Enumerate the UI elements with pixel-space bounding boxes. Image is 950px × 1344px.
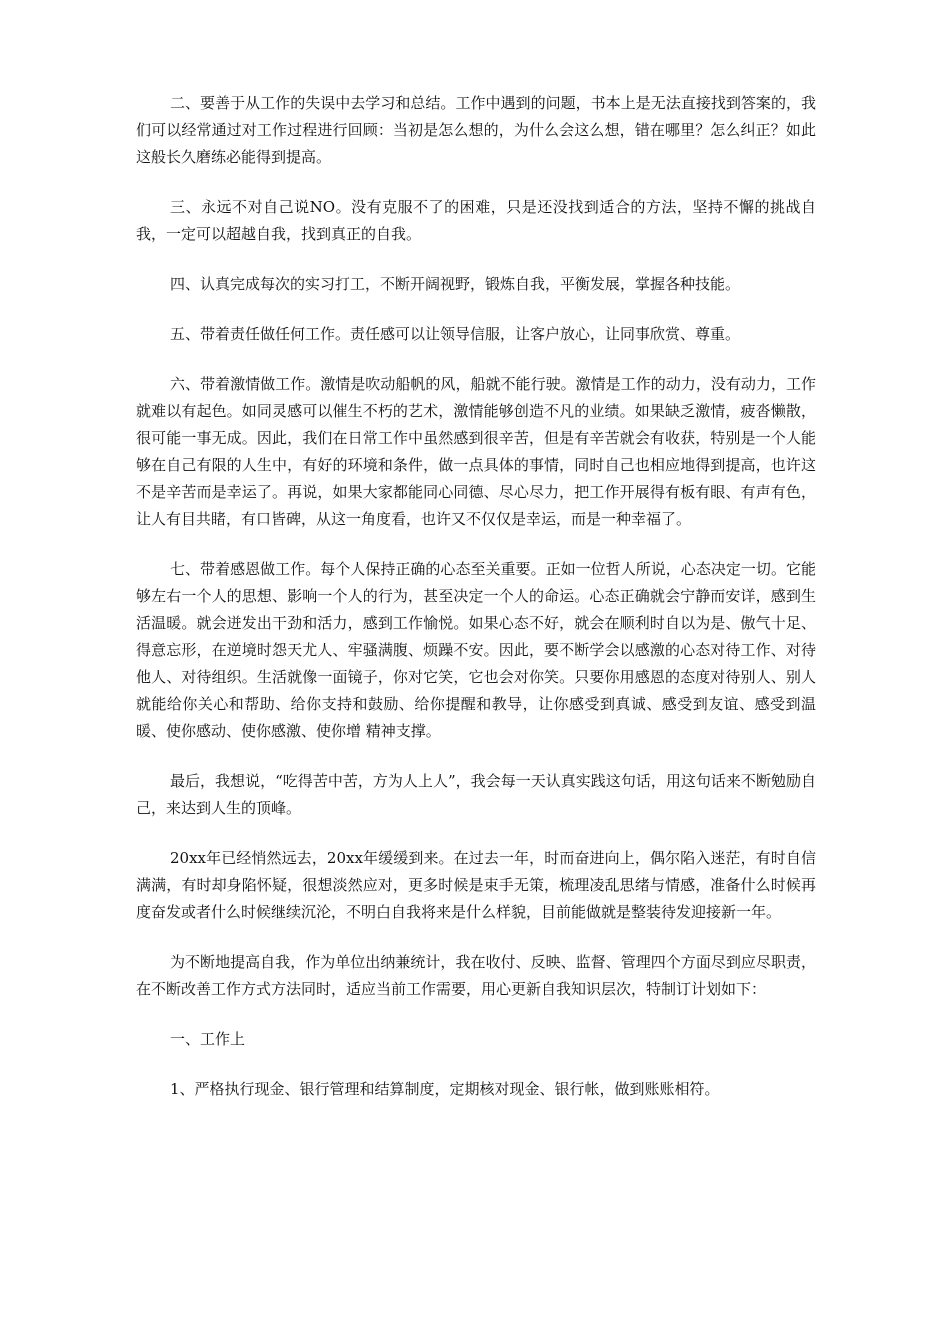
- paragraph-reflection-5: 五、带着责任做任何工作。责任感可以让领导信服，让客户放心，让同事欣赏、尊重。: [170, 325, 741, 343]
- paragraph-plan-intro: 为不断地提高自我，作为单位出纳兼统计，我在收付、反映、监督、管理四个方面尽到应尽职责，在不断改善工作方式方法同时，适应当前工作需要，用心更新自我知识层次，特制订计划如下：: [136, 953, 816, 998]
- paragraph-reflection-4: 四、认真完成每次的实习打工，不断开阔视野，锻炼自我，平衡发展，掌握各种技能。: [170, 275, 741, 293]
- paragraph-reflection-7: 七、带着感恩做工作。每个人保持正确的心态至关重要。正如一位哲人所说，心态决定一切。它能够左右一个人的思想、影响一个人的行为，甚至决定一个人的命运。心态正确就会宁静而安详，感到生活温暖。就会迸发出干劲和活力，感到工作愉悦。如果心态不好，就会在顺利时自以为是、傲气十足、得意忘形，在逆境时怨天尤人、牢骚满腹、烦躁不安。因此，要不断学会以感激的心态对待工作、对待他人、对待组织。生活就像一面镜子，你对它笑，它也会对你笑。只要你用感恩的态度对待别人、别人就能给你关心和帮助、给你支持和鼓励、给你提醒和教导，让你感受到真诚、感受到友谊、感受到温暖、使你感动、使你感激、使你增 精神支撑。: [136, 560, 816, 740]
- paragraph-reflection-2: 二、要善于从工作的失误中去学习和总结。工作中遇到的问题，书本上是无法直接找到答案的，我们可以经常通过对工作过程进行回顾：当初是怎么想的，为什么会这么想，错在哪里？怎么纠正？如此这般长久磨练必能得到提高。: [136, 94, 816, 166]
- paragraph-conclusion: 最后，我想说，“吃得苦中苦，方为人上人”，我会每一天认真实践这句话，用这句话来不断勉励自己，来达到人生的顶峰。: [136, 772, 816, 817]
- document-body: [136, 90, 816, 1126]
- list-item-cash-management: 1、严格执行现金、银行管理和结算制度，定期核对现金、银行帐，做到账账相符。: [170, 1080, 720, 1098]
- section-heading-work: 一、工作上: [170, 1030, 246, 1048]
- paragraph-year-review: 20xx年已经悄然远去，20xx年缓缓到来。在过去一年，时而奋进向上，偶尔陷入迷茫，有时自信满满，有时却身陷怀疑，很想淡然应对，更多时候是束手无策，梳理凌乱思绪与情感，准备什么时候再度奋发或者什么时候继续沉沦，不明白自我将来是什么样貌，目前能做就是整装待发迎接新一年。: [136, 849, 816, 921]
- paragraph-reflection-3: 三、永远不对自己说NO。没有克服不了的困难，只是还没找到适合的方法，坚持不懈的挑战自我，一定可以超越自我，找到真正的自我。: [136, 198, 816, 243]
- paragraph-reflection-6: 六、带着激情做工作。激情是吹动船帆的风，船就不能行驶。激情是工作的动力，没有动力，工作就难以有起色。如同灵感可以催生不朽的艺术，激情能够创造不凡的业绩。如果缺乏激情，疲沓懒散，很可能一事无成。因此，我们在日常工作中虽然感到很辛苦，但是有辛苦就会有收获，特别是一个人能够在自己有限的人生中，有好的环境和条件，做一点具体的事情，同时自己也相应地得到提高，也许这不是辛苦而是幸运了。再说，如果大家都能同心同德、尽心尽力，把工作开展得有板有眼、有声有色，让人有目共睹，有口皆碑，从这一角度看，也许又不仅仅是幸运，而是一种幸福了。: [136, 375, 816, 528]
